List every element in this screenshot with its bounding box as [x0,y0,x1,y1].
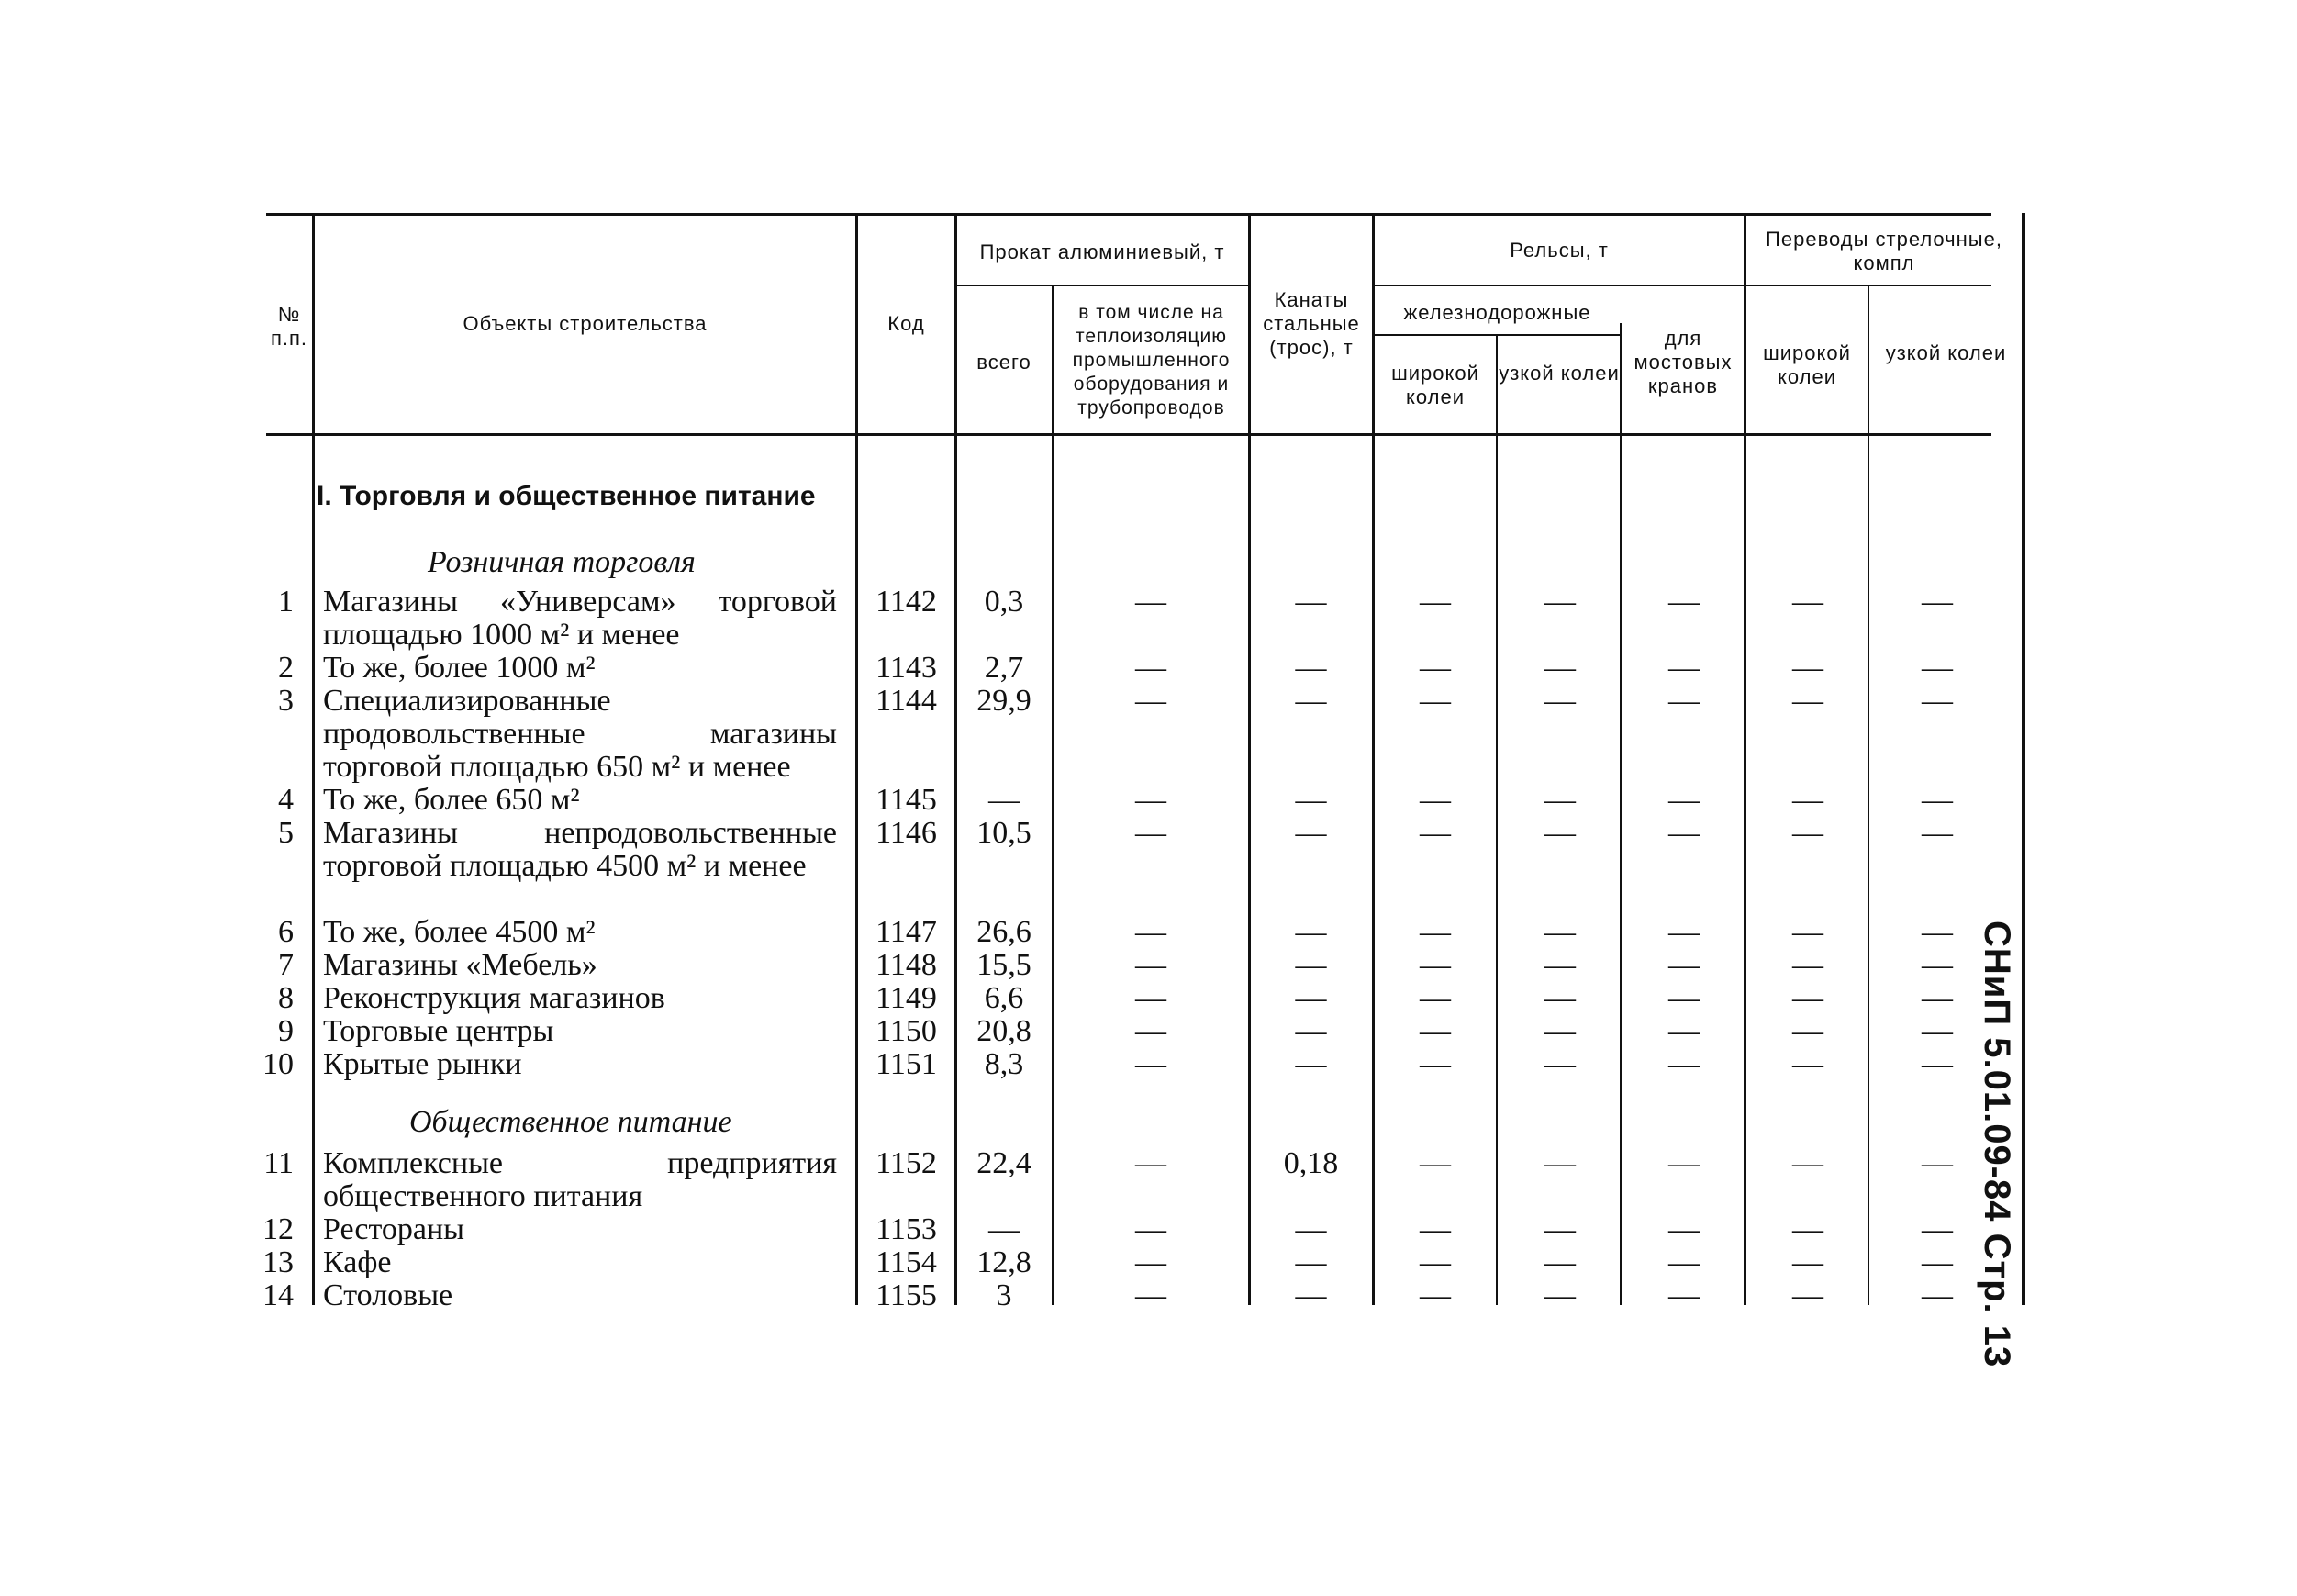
row-switch-wide: — [1792,1212,1823,1246]
row-code: 1144 [875,684,937,718]
row-rails-wide: — [1420,1014,1451,1048]
header-rails-group: Рельсы, т [1510,239,1609,262]
table-right-rule [2022,213,2025,1305]
header-ropes: Канаты стальные (трос), т [1263,288,1360,359]
row-al-incl: — [1135,1014,1166,1048]
row-switch-wide: — [1792,981,1823,1015]
row-ropes: — [1295,915,1327,949]
row-ropes: — [1295,1047,1327,1081]
row-switch-narrow: — [1922,651,1953,685]
row-al-incl: — [1135,816,1166,850]
row-code: 1146 [875,816,937,850]
row-switch-narrow: — [1922,1278,1953,1312]
row-switch-wide: — [1792,783,1823,817]
row-code: 1147 [875,915,937,949]
row-number: 12 [262,1212,294,1246]
subsection-catering: Общественное питание [409,1105,732,1139]
row-rails-wide: — [1420,585,1451,619]
row-rails-crane: — [1668,1278,1700,1312]
row-number: 9 [278,1014,294,1048]
row-rails-wide: — [1420,1146,1451,1180]
row-object: То же, более 650 м² [323,783,580,817]
row-al-incl: — [1135,585,1166,619]
row-rails-narrow: — [1544,1014,1576,1048]
row-al-total: 12,8 [976,1245,1031,1279]
row-rails-crane: — [1668,1014,1700,1048]
row-rails-narrow: — [1544,1146,1576,1180]
al-group-rule [954,285,1248,286]
row-number: 14 [262,1278,294,1312]
row-number: 5 [278,816,294,850]
row-switch-wide: — [1792,1245,1823,1279]
row-code: 1142 [875,585,937,619]
row-object: Магазины «Универсам» торговой площадью 1000 м² и менее [323,585,837,652]
row-al-incl: — [1135,1047,1166,1081]
row-al-total: 2,7 [984,651,1024,685]
subsection-retail: Розничная торговля [428,545,696,579]
row-number: 2 [278,651,294,685]
row-ropes: — [1295,585,1327,619]
header-switch-group: Переводы стрелочные, компл [1766,228,2002,274]
row-switch-wide: — [1792,915,1823,949]
row-rails-wide: — [1420,981,1451,1015]
row-code: 1154 [875,1245,937,1279]
row-rails-crane: — [1668,948,1700,982]
row-rails-wide: — [1420,684,1451,718]
row-switch-narrow: — [1922,915,1953,949]
row-object: Магазины «Мебель» [323,948,597,982]
row-rails-crane: — [1668,981,1700,1015]
row-number: 10 [262,1047,294,1081]
row-object: Торговые центры [323,1014,554,1048]
row-ropes: 0,18 [1283,1146,1339,1180]
row-rails-narrow: — [1544,981,1576,1015]
row-rails-narrow: — [1544,783,1576,817]
row-code: 1143 [875,651,937,685]
row-switch-wide: — [1792,1146,1823,1180]
row-switch-wide: — [1792,651,1823,685]
header-objects: Объекты строительства [463,312,708,335]
row-al-total: 15,5 [976,948,1031,982]
row-rails-narrow: — [1544,1245,1576,1279]
row-switch-wide: — [1792,585,1823,619]
row-rails-crane: — [1668,783,1700,817]
row-rails-wide: — [1420,1212,1451,1246]
row-switch-narrow: — [1922,1047,1953,1081]
row-object: Реконструкция магазинов [323,981,665,1015]
row-al-incl: — [1135,981,1166,1015]
row-al-incl: — [1135,948,1166,982]
col-rule-1 [312,213,315,1305]
row-object: Магазины непродовольственные торговой площадью 4500 м² и менее [323,816,837,883]
row-ropes: — [1295,948,1327,982]
side-caption: СНиП 5.01.09-84 Стр. 13 [1977,921,2017,1368]
row-object: Специализированные продовольственные магазины торговой площадью 650 м² и менее [323,684,837,784]
row-al-total: 10,5 [976,816,1031,850]
col-rule-7 [1496,334,1498,1305]
row-switch-narrow: — [1922,783,1953,817]
header-switch-narrow: узкой колеи [1885,341,2007,364]
row-ropes: — [1295,684,1327,718]
row-rails-narrow: — [1544,1278,1576,1312]
header-bottom-rule [266,433,1991,436]
row-al-incl: — [1135,1146,1166,1180]
row-rails-crane: — [1668,1212,1700,1246]
rails-group-rule [1372,285,1991,286]
row-rails-crane: — [1668,684,1700,718]
row-rails-narrow: — [1544,651,1576,685]
row-rails-narrow: — [1544,1047,1576,1081]
row-number: 11 [263,1146,294,1180]
col-rule-3 [954,213,957,1305]
row-rails-crane: — [1668,1146,1700,1180]
row-object: То же, более 1000 м² [323,651,596,685]
row-rails-wide: — [1420,651,1451,685]
row-code: 1148 [875,948,937,982]
row-rails-wide: — [1420,915,1451,949]
row-object: Рестораны [323,1212,465,1246]
row-al-total: — [988,783,1020,817]
header-rails-crane: для мостовых кранов [1634,327,1733,397]
row-switch-narrow: — [1922,1014,1953,1048]
row-number: 4 [278,783,294,817]
row-code: 1153 [875,1212,937,1246]
row-number: 7 [278,948,294,982]
row-ropes: — [1295,816,1327,850]
row-object: Столовые [323,1278,453,1312]
row-rails-wide: — [1420,816,1451,850]
header-al-total: всего [976,351,1031,374]
row-al-total: 22,4 [976,1146,1031,1180]
row-code: 1152 [875,1146,937,1180]
row-rails-crane: — [1668,585,1700,619]
row-switch-narrow: — [1922,981,1953,1015]
row-rails-wide: — [1420,948,1451,982]
row-switch-wide: — [1792,1014,1823,1048]
row-al-total: 0,3 [984,585,1024,619]
row-switch-wide: — [1792,948,1823,982]
row-al-total: 3 [996,1278,1012,1312]
header-switch-wide: широкой колеи [1763,341,1851,388]
header-al-incl: в том числе на теплоизоляцию промышленного оборудования и трубопроводов [1072,302,1231,419]
col-rule-2 [855,213,858,1305]
header-al-group: Прокат алюминиевый, т [979,240,1225,263]
row-object: Кафе [323,1245,392,1279]
row-number: 6 [278,915,294,949]
row-code: 1155 [875,1278,937,1312]
row-ropes: — [1295,1212,1327,1246]
row-al-incl: — [1135,684,1166,718]
row-ropes: — [1295,783,1327,817]
section-title: I. Торговля и общественное питание [317,481,816,511]
row-switch-narrow: — [1922,1212,1953,1246]
row-al-total: — [988,1212,1020,1246]
table-top-rule [266,213,1991,216]
row-al-total: 6,6 [984,981,1024,1015]
row-al-total: 29,9 [976,684,1031,718]
row-ropes: — [1295,981,1327,1015]
row-al-incl: — [1135,783,1166,817]
row-switch-wide: — [1792,1278,1823,1312]
row-rails-narrow: — [1544,816,1576,850]
row-ropes: — [1295,1014,1327,1048]
row-switch-wide: — [1792,1047,1823,1081]
row-number: 1 [278,585,294,619]
row-rails-narrow: — [1544,915,1576,949]
row-rails-narrow: — [1544,1212,1576,1246]
row-code: 1150 [875,1014,937,1048]
row-al-incl: — [1135,1245,1166,1279]
row-switch-narrow: — [1922,1245,1953,1279]
row-switch-wide: — [1792,684,1823,718]
row-al-incl: — [1135,1278,1166,1312]
row-ropes: — [1295,1245,1327,1279]
header-rails-narrow: узкой колеи [1499,362,1620,385]
row-rails-wide: — [1420,1245,1451,1279]
row-rails-wide: — [1420,1278,1451,1312]
col-rule-5 [1248,213,1251,1305]
row-ropes: — [1295,651,1327,685]
row-number: 13 [262,1245,294,1279]
header-rails-rr: железнодорожные [1403,301,1591,324]
row-switch-narrow: — [1922,948,1953,982]
row-rails-crane: — [1668,915,1700,949]
row-switch-narrow: — [1922,684,1953,718]
row-al-total: 26,6 [976,915,1031,949]
row-rails-narrow: — [1544,948,1576,982]
row-switch-wide: — [1792,816,1823,850]
row-ropes: — [1295,1278,1327,1312]
row-rails-crane: — [1668,1047,1700,1081]
row-al-incl: — [1135,1212,1166,1246]
row-al-total: 8,3 [984,1047,1024,1081]
row-object: Комплексные предприятия общественного питания [323,1146,837,1213]
row-rails-narrow: — [1544,684,1576,718]
row-number: 3 [278,684,294,718]
header-rails-wide: широкой колеи [1391,362,1479,408]
row-switch-narrow: — [1922,1146,1953,1180]
row-code: 1145 [875,783,937,817]
row-al-total: 20,8 [976,1014,1031,1048]
row-rails-narrow: — [1544,585,1576,619]
row-rails-crane: — [1668,651,1700,685]
row-rails-wide: — [1420,783,1451,817]
row-rails-crane: — [1668,816,1700,850]
row-al-incl: — [1135,651,1166,685]
row-al-incl: — [1135,915,1166,949]
row-switch-narrow: — [1922,816,1953,850]
header-code: Код [887,312,925,335]
row-code: 1149 [875,981,937,1015]
row-code: 1151 [875,1047,937,1081]
row-rails-crane: — [1668,1245,1700,1279]
header-no: № п.п. [270,303,308,350]
row-switch-narrow: — [1922,585,1953,619]
row-object: Крытые рынки [323,1047,522,1081]
row-number: 8 [278,981,294,1015]
row-object: То же, более 4500 м² [323,915,596,949]
row-rails-wide: — [1420,1047,1451,1081]
